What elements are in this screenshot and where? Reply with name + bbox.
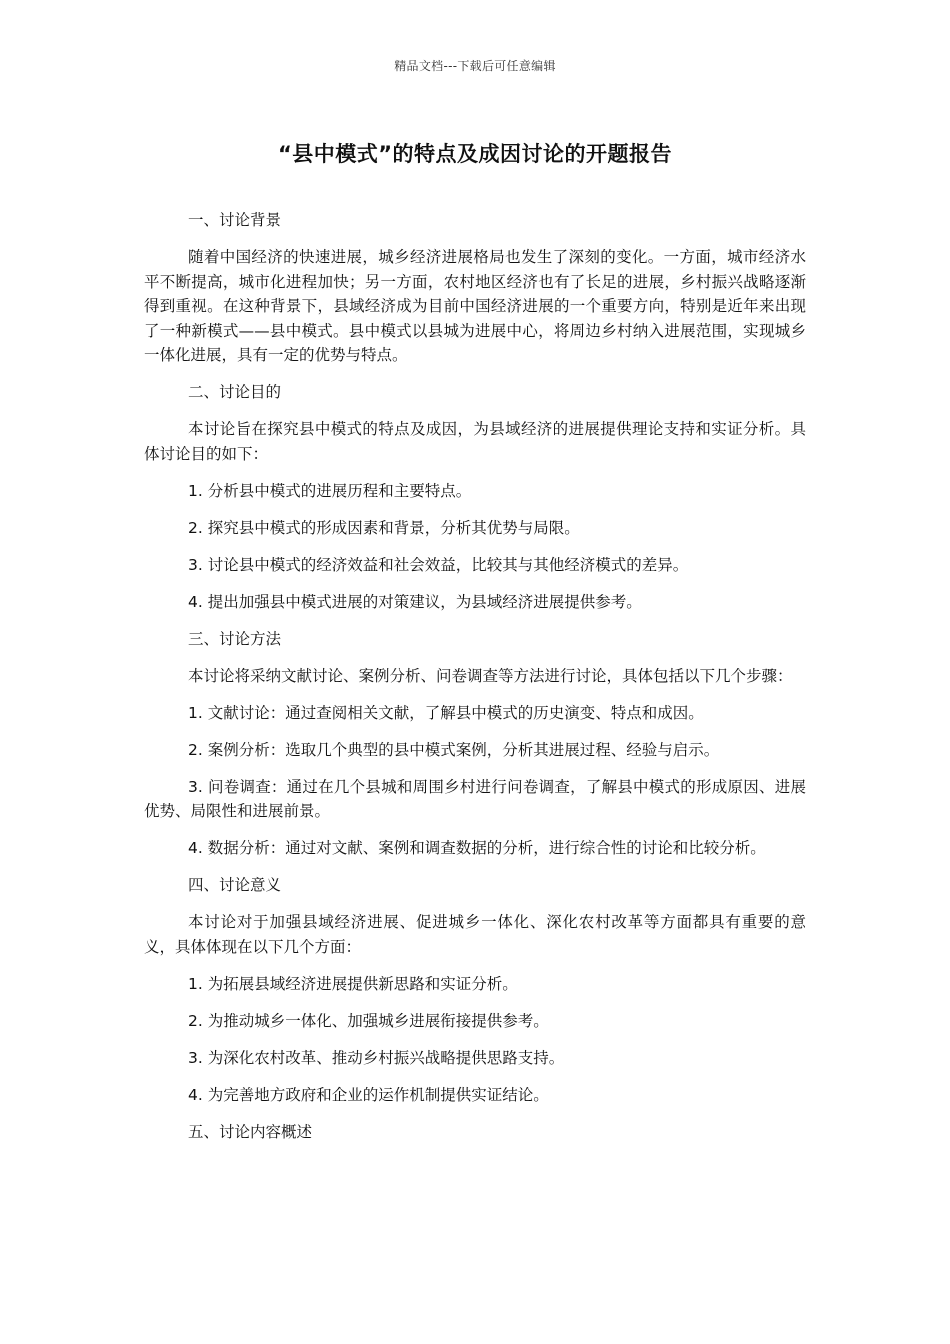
- method-item: 4. 数据分析：通过对文献、案例和调查数据的分析，进行综合性的讨论和比较分析。: [188, 839, 766, 857]
- document-body: [144, 208, 806, 1157]
- section-heading-purpose: 二、讨论目的: [188, 383, 282, 401]
- section-heading-significance: 四、讨论意义: [188, 876, 282, 894]
- significance-item: 4. 为完善地方政府和企业的运作机制提供实证结论。: [188, 1085, 549, 1104]
- method-item: 2. 案例分析：选取几个典型的县中模式案例，分析其进展过程、经验与启示。: [188, 740, 720, 759]
- section-heading-overview: 五、讨论内容概述: [188, 1122, 313, 1141]
- method-intro: 本讨论将采纳文献讨论、案例分析、问卷调查等方法进行讨论，具体包括以下几个步骤：: [188, 666, 793, 685]
- significance-intro: 本讨论对于加强县域经济进展、促进城乡一体化、深化农村改革等方面都具有重要的意义，具体体现在以下几个方面：: [144, 913, 806, 956]
- significance-item: 1. 为拓展县域经济进展提供新思路和实证分析。: [188, 974, 518, 993]
- purpose-item: 1. 分析县中模式的进展历程和主要特点。: [188, 481, 472, 500]
- purpose-item: 2. 探究县中模式的形成因素和背景，分析其优势与局限。: [188, 518, 580, 537]
- purpose-intro: 本讨论旨在探究县中模式的特点及成因，为县域经济的进展提供理论支持和实证分析。具体讨论目的如下：: [144, 420, 806, 463]
- significance-item: 3. 为深化农村改革、推动乡村振兴战略提供思路支持。: [188, 1048, 565, 1067]
- document-title: “县中模式”的特点及成因讨论的开题报告: [277, 142, 673, 166]
- background-paragraph: 随着中国经济的快速进展，城乡经济进展格局也发生了深刻的变化。一方面，城市经济水平不断提高，城市化进程加快；另一方面，农村地区经济也有了长足的进展，乡村振兴战略逐渐得到重视。在这种背景下，县域经济成为目前中国经济进展的一个重要方向，特别是近年来出现了一种新模式——县中模式。县中模式以县城为进展中心，将周边乡村纳入进展范围，实现城乡一体化进展，具有一定的优势与特点。: [144, 248, 806, 364]
- header-note: 精品文档---下载后可任意编辑: [394, 59, 556, 73]
- method-item: 3. 问卷调查：通过在几个县城和周围乡村进行问卷调查，了解县中模式的形成原因、进展优势、局限性和进展前景。: [144, 777, 806, 820]
- purpose-item: 3. 讨论县中模式的经济效益和社会效益，比较其与其他经济模式的差异。: [188, 555, 689, 574]
- significance-item: 2. 为推动城乡一体化、加强城乡进展衔接提供参考。: [188, 1011, 549, 1030]
- section-heading-method: 三、讨论方法: [188, 629, 282, 648]
- purpose-item: 4. 提出加强县中模式进展的对策建议，为县域经济进展提供参考。: [188, 592, 642, 611]
- method-item: 1. 文献讨论：通过查阅相关文献，了解县中模式的历史演变、特点和成因。: [188, 703, 704, 722]
- section-heading-background: 一、讨论背景: [188, 211, 282, 229]
